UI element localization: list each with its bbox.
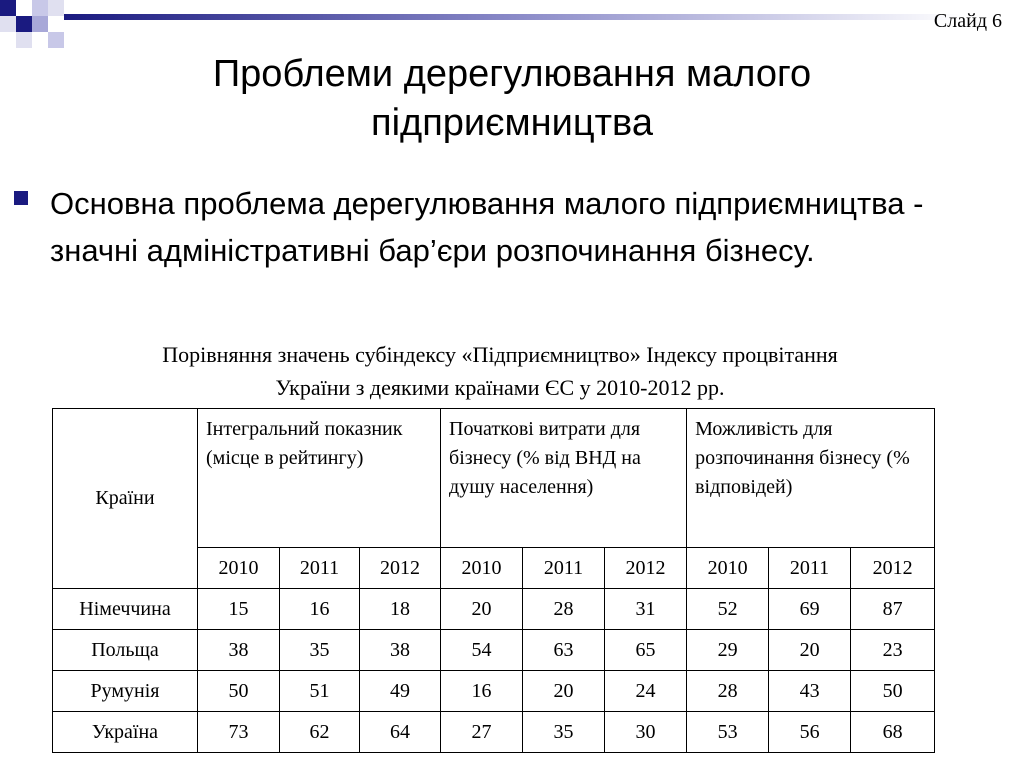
table-row <box>53 589 935 630</box>
caption-line-1: Порівняння значень субіндексу «Підприємництво» Індексу процвітання <box>162 342 838 367</box>
year-header: 2010 <box>198 548 280 589</box>
value-cell: 38 <box>360 630 441 671</box>
bullet-text: Основна проблема дерегулювання малого підприємництва - значні адміністративні бар’єри розпочинання бізнесу. <box>50 186 924 268</box>
country-cell: Німеччина <box>53 589 198 630</box>
value-cell: 69 <box>769 589 851 630</box>
value-cell: 15 <box>198 589 280 630</box>
country-header: Країни <box>53 409 198 589</box>
value-cell: 35 <box>280 630 360 671</box>
value-cell: 27 <box>441 712 523 753</box>
value-cell: 23 <box>851 630 935 671</box>
value-cell: 50 <box>851 671 935 712</box>
header-row <box>53 409 935 548</box>
value-cell: 18 <box>360 589 441 630</box>
country-cell: Румунія <box>53 671 198 712</box>
group-header-integral: Інтегральний показник (місце в рейтингу) <box>198 409 441 548</box>
value-cell: 54 <box>441 630 523 671</box>
value-cell: 28 <box>687 671 769 712</box>
table-row <box>53 671 935 712</box>
table-row <box>53 712 935 753</box>
slide-title: Проблеми дерегулювання малого підприємництва <box>212 53 812 144</box>
value-cell: 51 <box>280 671 360 712</box>
value-cell: 20 <box>769 630 851 671</box>
value-cell: 62 <box>280 712 360 753</box>
data-table <box>52 408 935 753</box>
year-header: 2010 <box>441 548 523 589</box>
value-cell: 38 <box>198 630 280 671</box>
slide-number: Слайд 6 <box>933 10 1002 32</box>
value-cell: 65 <box>605 630 687 671</box>
value-cell: 20 <box>441 589 523 630</box>
bullet-item <box>14 180 1004 274</box>
year-header: 2010 <box>687 548 769 589</box>
year-header: 2011 <box>523 548 605 589</box>
group-header-costs: Початкові витрати для бізнесу (% від ВНД на душу населення) <box>441 409 687 548</box>
value-cell: 63 <box>523 630 605 671</box>
value-cell: 53 <box>687 712 769 753</box>
value-cell: 52 <box>687 589 769 630</box>
value-cell: 16 <box>441 671 523 712</box>
value-cell: 68 <box>851 712 935 753</box>
year-header: 2012 <box>851 548 935 589</box>
table-caption <box>50 338 950 404</box>
year-header: 2012 <box>360 548 441 589</box>
value-cell: 50 <box>198 671 280 712</box>
value-cell: 56 <box>769 712 851 753</box>
table-row <box>53 630 935 671</box>
caption-line-2: України з деякими країнами ЄС у 2010-2012 рр. <box>275 375 725 400</box>
group-header-opportunity: Можливість для розпочинання бізнесу (% відповідей) <box>687 409 935 548</box>
year-header: 2011 <box>769 548 851 589</box>
value-cell: 31 <box>605 589 687 630</box>
value-cell: 29 <box>687 630 769 671</box>
value-cell: 49 <box>360 671 441 712</box>
country-cell: Україна <box>53 712 198 753</box>
year-header: 2011 <box>280 548 360 589</box>
year-header: 2012 <box>605 548 687 589</box>
value-cell: 64 <box>360 712 441 753</box>
bullet-square-icon <box>14 191 28 205</box>
value-cell: 16 <box>280 589 360 630</box>
value-cell: 87 <box>851 589 935 630</box>
value-cell: 43 <box>769 671 851 712</box>
value-cell: 30 <box>605 712 687 753</box>
value-cell: 28 <box>523 589 605 630</box>
country-cell: Польща <box>53 630 198 671</box>
value-cell: 24 <box>605 671 687 712</box>
value-cell: 73 <box>198 712 280 753</box>
value-cell: 35 <box>523 712 605 753</box>
value-cell: 20 <box>523 671 605 712</box>
